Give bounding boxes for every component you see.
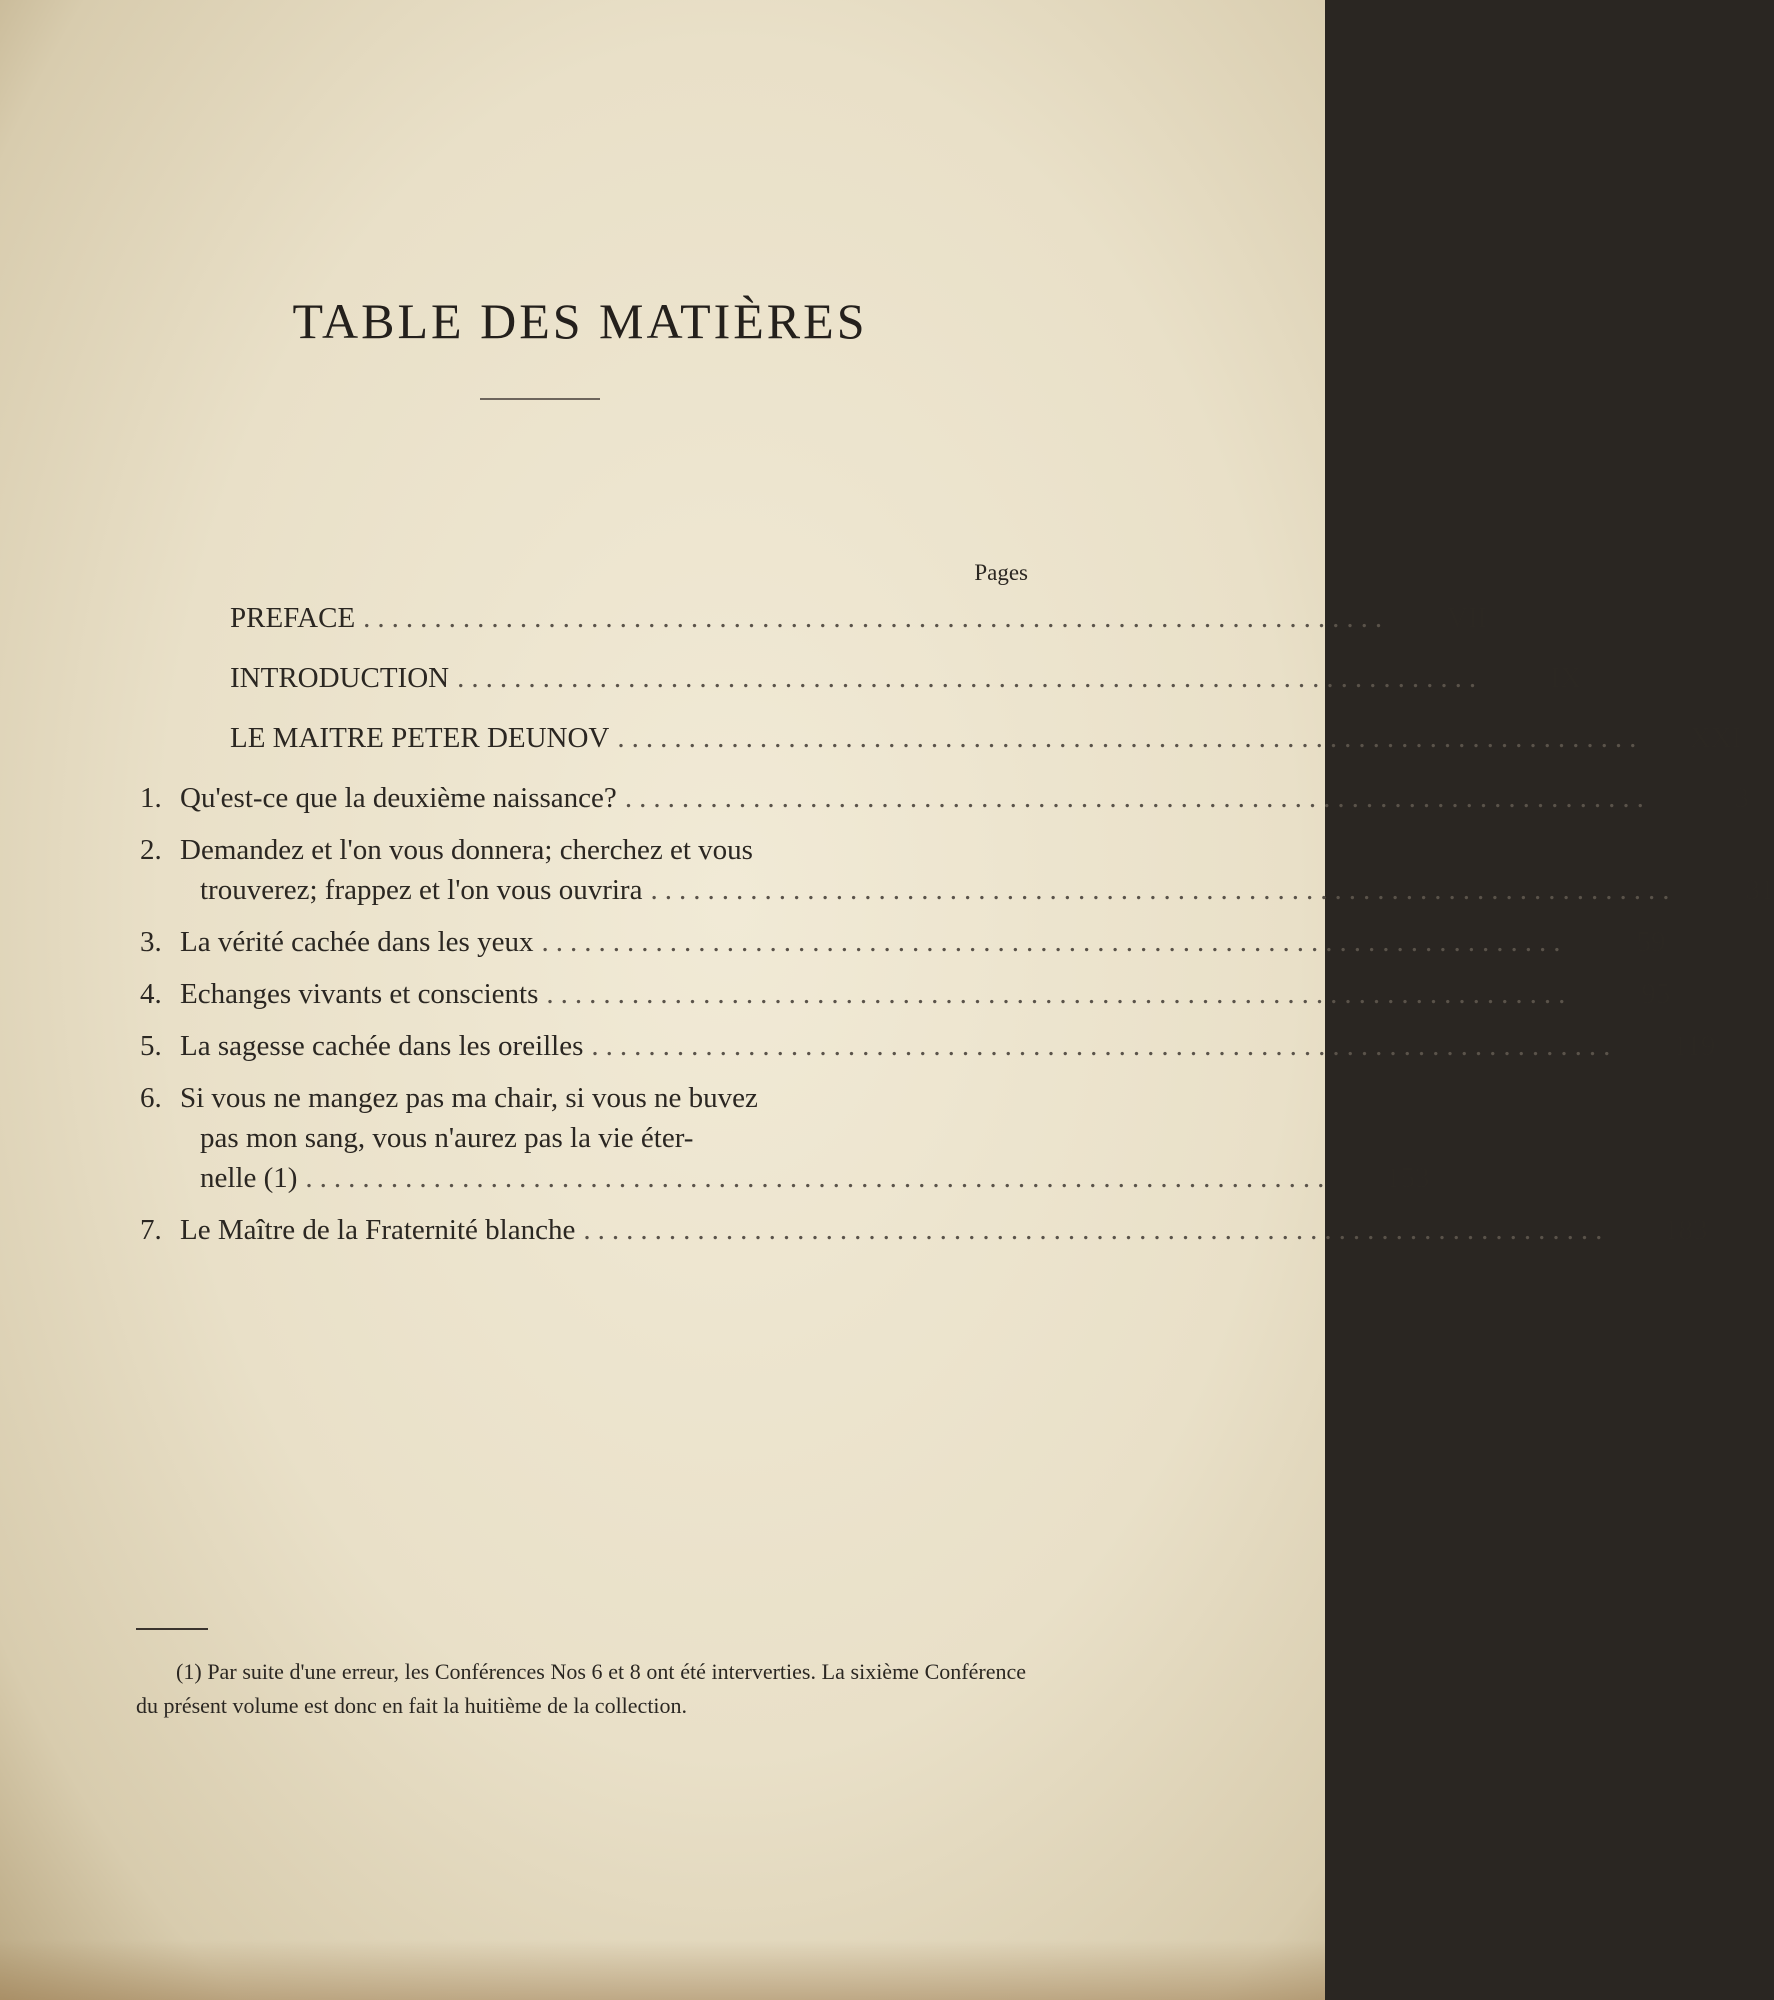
toc-entry-introduction <box>140 658 1582 698</box>
chapter-number: 3. <box>140 926 162 958</box>
chapter-number: 6. <box>140 1082 162 1114</box>
leader-dots: ........................................................................ <box>457 662 1484 694</box>
chapter-number: 1. <box>140 782 162 814</box>
leader-dots: ........................................................................ <box>541 926 1568 958</box>
leader-dots: ........................................................................ <box>624 782 1651 814</box>
chapter-title-line: Si vous ne mangez pas ma chair, si vous ne buvez <box>180 1082 758 1114</box>
chapter-number: 2. <box>140 834 162 866</box>
chapter-title-line: pas mon sang, vous n'aurez pas la vie éter- <box>200 1122 694 1154</box>
toc-entry-label: INTRODUCTION <box>230 662 450 694</box>
chapter-title: Le Maître de la Fraternité blanche <box>180 1214 576 1246</box>
leader-dots: ........................................................................ <box>583 1214 1610 1246</box>
title-rule <box>480 398 600 400</box>
leader-dots: ........................................................................ <box>546 978 1573 1010</box>
chapter-page: 153 <box>1385 1162 1430 1194</box>
toc-chapter-4 <box>140 974 1671 1014</box>
toc-entry-label: PREFACE <box>230 602 356 634</box>
footnote: (1) Par suite d'une erreur, les Conférences Nos 6 et 8 ont été interverties. La sixième Conférence du présent volume est donc en fait la huitième de la collection. <box>136 1659 1026 1718</box>
chapter-title-line: Demandez et l'on vous donnera; cherchez et vous <box>180 834 753 866</box>
leader-dots: ........................................................................ <box>617 722 1644 754</box>
chapter-number: 7. <box>140 1214 162 1246</box>
chapter-page: 3 <box>1734 782 1749 814</box>
chapter-number: 5. <box>140 1030 162 1062</box>
chapter-page: 183 <box>1663 1214 1708 1246</box>
toc-chapter-6 <box>140 1078 1430 1198</box>
table-of-contents <box>140 560 1774 1262</box>
leader-dots: ........................................................................ <box>591 1030 1618 1062</box>
toc-chapter-1 <box>140 778 1749 818</box>
chapter-page: 59 <box>1636 926 1666 958</box>
chapter-page: 95 <box>1641 978 1671 1010</box>
toc-chapter-5 <box>140 1026 1716 1066</box>
toc-entry-label: LE MAITRE PETER DEUNOV <box>230 722 610 754</box>
toc-entry-page: IX <box>1550 662 1582 694</box>
toc-entry-preface <box>140 598 1488 638</box>
toc-entry-page: XXI <box>1689 722 1742 754</box>
toc-entry-page: VII <box>1446 602 1488 634</box>
leader-dots: ........................................................................ <box>363 602 1390 634</box>
chapter-page: 31 <box>1745 874 1774 906</box>
toc-chapter-2 <box>140 830 1774 910</box>
toc-entry-maitre <box>140 718 1742 758</box>
leader-dots: ........................................................................ <box>650 874 1677 906</box>
chapter-title: Qu'est-ce que la deuxième naissance? <box>180 782 617 814</box>
chapter-title-line: trouverez; frappez et l'on vous ouvrira <box>200 874 643 906</box>
page-title: TABLE DES MATIÈRES <box>292 293 868 349</box>
chapter-title: La sagesse cachée dans les oreilles <box>180 1030 584 1062</box>
chapter-title: La vérité cachée dans les yeux <box>180 926 534 958</box>
toc-chapter-7 <box>140 1210 1708 1250</box>
chapter-title: Echanges vivants et conscients <box>180 978 539 1010</box>
chapter-number: 4. <box>140 978 162 1010</box>
chapter-title-line: nelle (1) <box>200 1162 298 1194</box>
chapter-page: 119 <box>1672 1030 1716 1062</box>
pages-column-header: Pages <box>974 560 1028 585</box>
toc-chapter-3 <box>140 922 1666 962</box>
footnote-rule <box>136 1628 208 1630</box>
leader-dots: ........................................................................ <box>305 1162 1332 1194</box>
